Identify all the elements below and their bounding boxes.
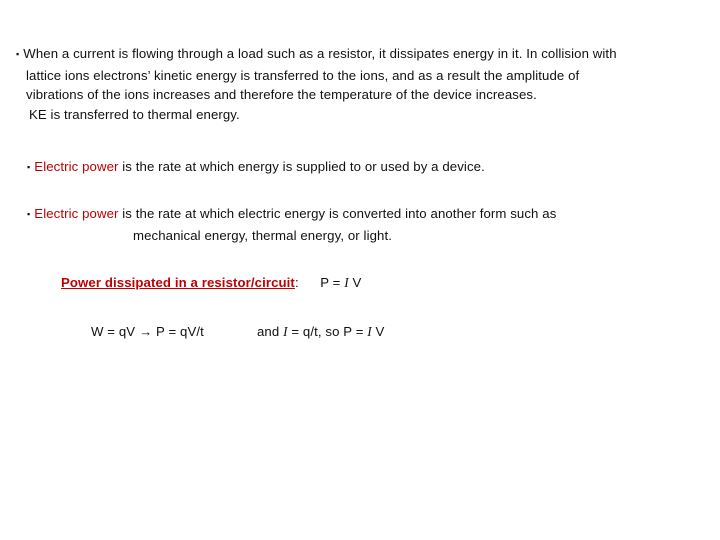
para1-line4: KE is transferred to thermal energy. — [29, 106, 240, 122]
para3-rest: is the rate at which electric energy is converted into another form such as — [118, 206, 557, 221]
formula-rhs-p: P = — [320, 275, 345, 290]
paragraph-electric-power-definition-1 — [27, 157, 485, 179]
derivation-right-c: V — [371, 324, 385, 339]
para1-line3: vibrations of the ions increases and therefore the temperature of the device increases. — [26, 87, 537, 102]
para1-line1: When a current is flowing through a load such as a resistor, it dissipates energy in it. In collision with — [23, 46, 617, 61]
bullet-icon: ▪ — [27, 209, 31, 219]
derivation-right-b: = q/t, so P = — [287, 324, 368, 339]
formula-label: Power dissipated in a resistor/circuit — [61, 275, 295, 290]
para3-line2: mechanical energy, thermal energy, or light. — [133, 227, 392, 243]
paragraph-electric-power-definition-2 — [27, 204, 556, 245]
formula-power-dissipated — [61, 273, 361, 293]
derivation-left-text: W = qV → P = qV/t — [91, 324, 204, 339]
para1-line2: lattice ions electrons’ kinetic energy is transferred to the ions, and as a result the amplitude of — [26, 67, 580, 83]
term-electric-power: Electric power — [34, 159, 119, 174]
derivation-current-symbol-2: I — [367, 324, 372, 339]
bullet-icon: ▪ — [27, 162, 31, 172]
para2-rest: is the rate at which energy is supplied to or used by a device. — [118, 159, 485, 174]
derivation-right-a: and — [257, 324, 284, 339]
derivation-right — [257, 322, 384, 342]
formula-colon: : — [294, 275, 299, 290]
formula-rhs-v: V — [348, 275, 362, 290]
formula-rhs-i: I — [344, 275, 349, 290]
derivation-left — [91, 322, 204, 342]
paragraph-current-dissipation — [16, 44, 617, 124]
term-electric-power: Electric power — [34, 206, 119, 221]
derivation-current-symbol: I — [283, 324, 288, 339]
bullet-icon: ▪ — [16, 49, 20, 59]
